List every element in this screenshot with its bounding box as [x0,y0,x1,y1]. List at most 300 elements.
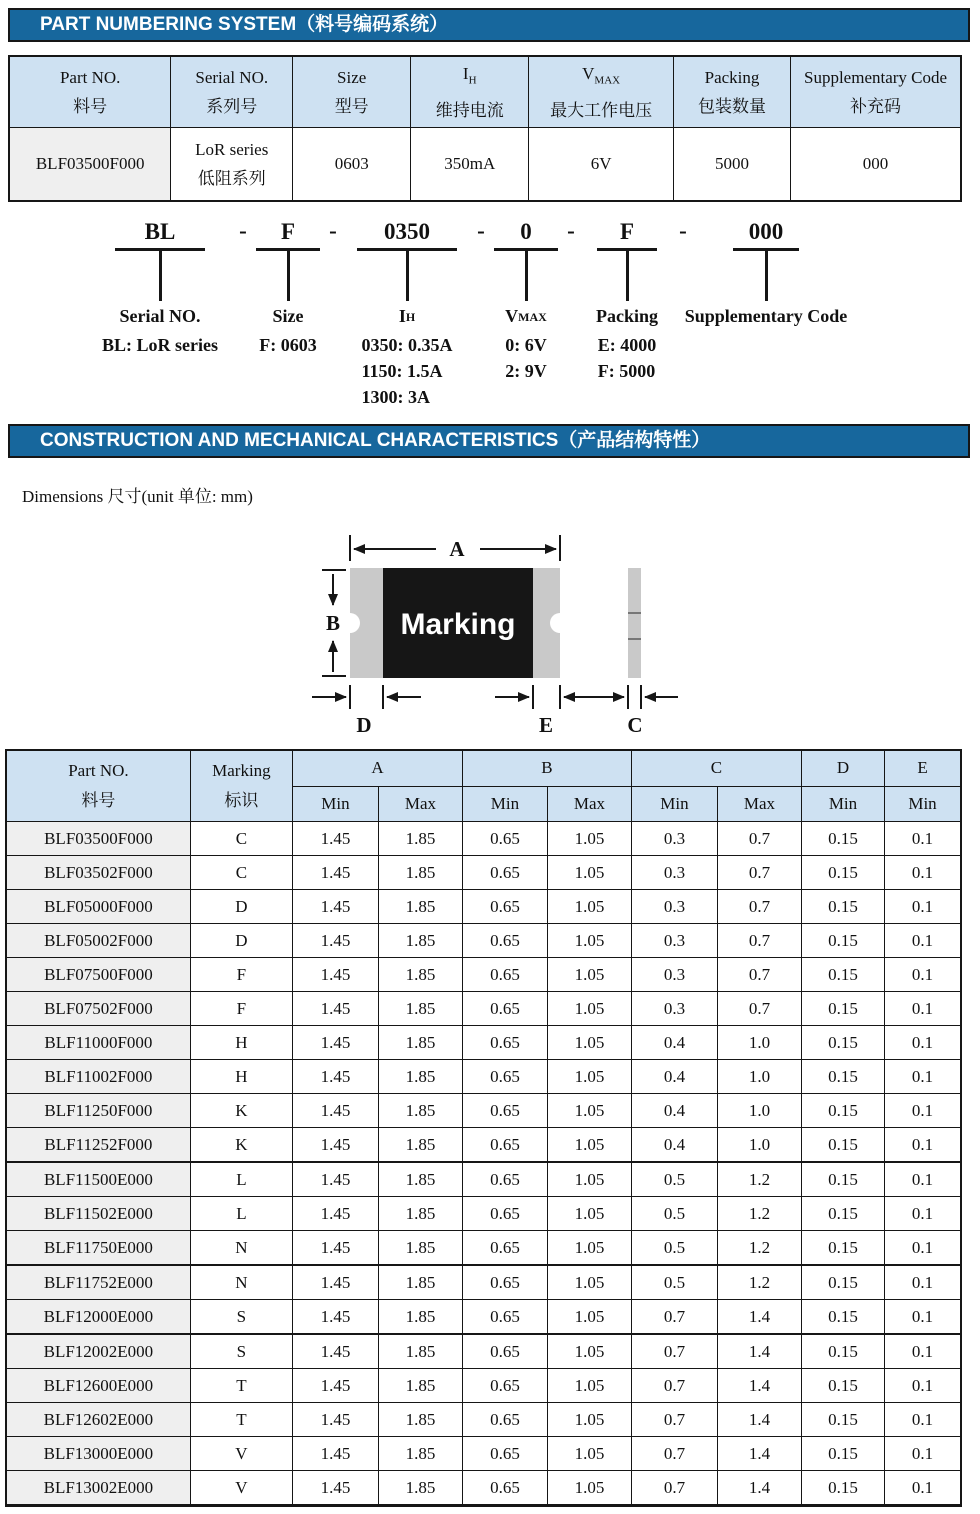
dimension-value-cell: 1.05 [547,1471,631,1506]
col-e-min: Min [885,786,961,822]
dimension-value-cell: 0.1 [885,1060,961,1094]
dimension-value-cell: 1.85 [378,1026,462,1060]
dimension-value-cell: 0.3 [631,856,717,890]
vmax-cell: 6V [529,128,674,202]
dimension-value-cell: 1.45 [293,1471,379,1506]
dimension-value-cell: 1.85 [378,1403,462,1437]
dimension-value-cell: 0.1 [885,1026,961,1060]
code-label: V [505,306,519,326]
dimension-value-cell: 0.1 [885,1265,961,1300]
code-note: 0: 6V [505,335,547,355]
dimension-row [6,1162,961,1197]
dimension-row [6,1471,961,1506]
dimension-value-cell: 1.4 [717,1334,801,1369]
dimensions-unit-note: Dimensions 尺寸(unit 单位: mm) [22,487,253,506]
dimension-value-cell: 0.7 [631,1300,717,1335]
col-d-min: Min [801,786,884,822]
dimension-value-cell: 0.15 [801,1060,884,1094]
callout-line [115,248,205,301]
dimension-value-cell: 1.05 [547,1231,631,1266]
dimension-value-cell: 1.05 [547,958,631,992]
dimension-value-cell: 0.15 [801,1162,884,1197]
part-no-cell: BLF12000E000 [6,1300,190,1335]
dimension-value-cell: 1.45 [293,890,379,924]
part-no-cell: BLF11252F000 [6,1128,190,1163]
dimension-value-cell: 0.3 [631,890,717,924]
hold-current-cell: 350mA [411,128,529,202]
dimension-value-cell: 0.65 [462,1334,547,1369]
col-size: Size 型号 [293,56,411,128]
dimension-value-cell: 1.05 [547,1162,631,1197]
dimension-value-cell: D [190,890,292,924]
dimension-value-cell: 1.45 [293,1334,379,1369]
dim-header-row-1 [6,750,961,786]
code-note: 1150: 1.5A [361,361,443,381]
dimension-value-cell: N [190,1265,292,1300]
dimension-value-cell: T [190,1403,292,1437]
package-drawing-svg [300,513,700,741]
dimension-value-cell: 1.45 [293,1094,379,1128]
dimension-value-cell: K [190,1128,292,1163]
dimension-value-cell: F [190,992,292,1026]
dimension-value-cell: 0.1 [885,992,961,1026]
code-note: 1300: 3A [361,387,430,407]
dimension-value-cell: 0.65 [462,1231,547,1266]
part-no-cell: BLF05002F000 [6,924,190,958]
dimension-value-cell: H [190,1060,292,1094]
dimension-value-cell: L [190,1162,292,1197]
dimension-value-cell: 0.1 [885,1437,961,1471]
dim-d-label: D [356,713,372,737]
dimension-value-cell: 0.1 [885,1094,961,1128]
dimension-value-cell: N [190,1231,292,1266]
dimension-value-cell: S [190,1300,292,1335]
dimension-value-cell: 0.1 [885,1334,961,1369]
dimension-value-cell: 0.15 [801,958,884,992]
code-note: E: 4000 [597,335,657,355]
dimension-value-cell: 0.4 [631,1094,717,1128]
dimension-value-cell: 1.05 [547,992,631,1026]
dimension-value-cell: 0.15 [801,1403,884,1437]
callout-line [597,248,657,301]
component-side-view [628,568,641,678]
dimension-value-cell: 1.45 [293,1162,379,1197]
dimension-value-cell: C [190,856,292,890]
part-no-cell: BLF03502F000 [6,856,190,890]
dimension-value-cell: 1.45 [293,1300,379,1335]
code-label: Supplementary Code [684,306,848,326]
dimension-value-cell: 0.15 [801,890,884,924]
dimension-value-cell: 1.45 [293,958,379,992]
dimension-value-cell: 1.45 [293,856,379,890]
dimension-value-cell: 0.4 [631,1060,717,1094]
part-no-cell: BLF13002E000 [6,1471,190,1506]
col-hold-current: $I_H$ 维持电流 [411,56,529,128]
dimension-value-cell: 1.4 [717,1403,801,1437]
pn-data-row [9,128,961,202]
dimension-value-cell: 0.65 [462,1369,547,1403]
dimension-value-cell: 1.05 [547,890,631,924]
dimension-value-cell: V [190,1437,292,1471]
dimension-row [6,1094,961,1128]
dimension-value-cell: 1.05 [547,856,631,890]
col-a-min: Min [293,786,379,822]
dimension-value-cell: 0.1 [885,856,961,890]
part-no-cell: BLF07500F000 [6,958,190,992]
dimension-row [6,1437,961,1471]
dimension-value-cell: 1.85 [378,958,462,992]
code-separator: - [239,218,247,243]
code-value: F [619,219,635,244]
dimension-value-cell: 1.0 [717,1128,801,1163]
code-note: 2: 9V [505,361,547,381]
section-title: PART NUMBERING SYSTEM（料号编码系统） [40,14,449,35]
dimension-value-cell: 1.45 [293,924,379,958]
dimension-value-cell: 1.2 [717,1231,801,1266]
part-no-cell: BLF11500E000 [6,1162,190,1197]
dimension-value-cell: 0.5 [631,1197,717,1231]
dimension-value-cell: 0.15 [801,856,884,890]
dimension-value-cell: 0.7 [717,856,801,890]
dimension-value-cell: 1.85 [378,1231,462,1266]
col-serial-no: Serial NO. 系列号 [171,56,293,128]
dimension-value-cell: 0.65 [462,1162,547,1197]
dimension-value-cell: 0.15 [801,1026,884,1060]
code-value: BL [144,219,176,244]
dimension-value-cell: 0.7 [717,822,801,856]
dimension-value-cell: 1.05 [547,1094,631,1128]
dimension-value-cell: 1.45 [293,1369,379,1403]
dimension-value-cell: 0.65 [462,822,547,856]
dimension-value-cell: 0.15 [801,1471,884,1506]
dimension-value-cell: 0.65 [462,856,547,890]
code-value: 000 [748,219,784,244]
dimension-row [6,1026,961,1060]
dim-a-label: A [449,537,465,561]
dimension-row [6,1197,961,1231]
size-cell: 0603 [293,128,411,202]
section-header-construction [8,424,970,458]
dimension-value-cell: 0.15 [801,924,884,958]
col-e: E [885,750,961,786]
code-value: 0350 [384,219,430,244]
code-segment-size [251,216,325,358]
dimension-row [6,1060,961,1094]
dimension-value-cell: H [190,1026,292,1060]
dimension-value-cell: 1.85 [378,1300,462,1335]
dimension-value-cell: 0.15 [801,1094,884,1128]
part-no-cell: BLF12600E000 [6,1369,190,1403]
dimension-value-cell: 0.65 [462,992,547,1026]
dimension-value-cell: 1.85 [378,856,462,890]
code-label: Size [272,306,304,326]
dimension-value-cell: 0.15 [801,1334,884,1369]
code-note: BL: LoR series [102,335,218,355]
dimension-row [6,924,961,958]
dimension-value-cell: 1.85 [378,890,462,924]
callout-line [256,248,320,301]
dimension-value-cell: 1.45 [293,1026,379,1060]
dimension-value-cell: 0.1 [885,1300,961,1335]
code-label: Serial NO. [119,306,201,326]
part-no-cell: BLF11002F000 [6,1060,190,1094]
dimension-value-cell: 1.0 [717,1060,801,1094]
dimension-value-cell: 0.65 [462,1197,547,1231]
dimension-value-cell: 0.7 [631,1403,717,1437]
dimension-row [6,822,961,856]
part-no-cell: BLF07502F000 [6,992,190,1026]
part-no-cell: BLF11250F000 [6,1094,190,1128]
dimension-value-cell: 1.05 [547,822,631,856]
dimension-value-cell: 0.1 [885,822,961,856]
dimension-value-cell: 0.5 [631,1162,717,1197]
dimension-value-cell: 1.2 [717,1162,801,1197]
col-b-max: Max [547,786,631,822]
col-part-no: Part NO. 料号 [9,56,171,128]
dimension-value-cell: 1.85 [378,1265,462,1300]
callout-line [357,248,457,301]
dimension-value-cell: 1.45 [293,992,379,1026]
col-c-min: Min [631,786,717,822]
right-notch [550,613,570,633]
dimension-value-cell: 0.1 [885,1197,961,1231]
dimension-value-cell: 0.3 [631,822,717,856]
col-a-max: Max [378,786,462,822]
col-b: B [462,750,631,786]
dimension-value-cell: 0.1 [885,1403,961,1437]
packing-cell: 5000 [673,128,790,202]
code-note: F: 5000 [597,361,656,381]
dimension-value-cell: 1.45 [293,1197,379,1231]
dimension-value-cell: 1.05 [547,1060,631,1094]
dimension-value-cell: 1.85 [378,992,462,1026]
dimension-row [6,992,961,1026]
code-segment-packing [579,216,675,384]
dimension-value-cell: 0.65 [462,1128,547,1163]
dimension-value-cell: 0.7 [717,958,801,992]
code-separator: - [329,218,337,243]
dimension-value-cell: S [190,1334,292,1369]
code-note: 0350: 0.35A [361,335,453,355]
dimension-value-cell: 0.5 [631,1265,717,1300]
dimension-value-cell: 1.05 [547,924,631,958]
dimension-value-cell: 0.7 [717,890,801,924]
col-c-max: Max [717,786,801,822]
dim-e-label: E [538,713,554,737]
dimension-value-cell: 1.85 [378,1334,462,1369]
callout-line [494,248,558,301]
marking-label: Marking [400,608,516,641]
dimension-value-cell: 0.15 [801,1197,884,1231]
dimension-value-cell: F [190,958,292,992]
dimension-value-cell: 1.05 [547,1403,631,1437]
dimension-value-cell: 1.4 [717,1300,801,1335]
dimension-value-cell: D [190,924,292,958]
dimension-value-cell: 1.45 [293,1437,379,1471]
col-d: D [801,750,884,786]
dimension-value-cell: 1.85 [378,1162,462,1197]
dimension-value-cell: 1.45 [293,1403,379,1437]
pn-header-row [9,56,961,128]
section-title: CONSTRUCTION AND MECHANICAL CHARACTERISTICS（产品结构特性） [40,430,711,451]
dimension-value-cell: 1.85 [378,924,462,958]
code-separator: - [477,218,485,243]
code-separator: - [679,218,687,243]
dimension-value-cell: 1.85 [378,1128,462,1163]
col-c: C [631,750,801,786]
dimension-row [6,1128,961,1163]
code-segment-hold-current: 0350 I H 0350: 0.35A 1150: 1.5A 1300: 3A [341,216,473,410]
code-segment-serial [85,216,235,358]
dimension-row [6,1231,961,1266]
part-no-cell: BLF11750E000 [6,1231,190,1266]
dimension-value-cell: 1.85 [378,1197,462,1231]
dimension-value-cell: 1.85 [378,1060,462,1094]
part-no-cell: BLF03500F000 [9,128,171,202]
part-no-cell: BLF13000E000 [6,1437,190,1471]
dimension-row [6,1265,961,1300]
dimension-row [6,958,961,992]
dimension-value-cell: 0.15 [801,1231,884,1266]
dim-b-label: B [325,611,341,635]
col-part-no: Part NO. 料号 [6,750,190,822]
dimension-value-cell: 1.05 [547,1334,631,1369]
dimension-value-cell: 1.45 [293,1128,379,1163]
dimension-row [6,1334,961,1369]
code-segment-vmax: 0 V MAX 0: 6V 2: 9V [489,216,563,384]
dimension-value-cell: 0.1 [885,1128,961,1163]
dimension-value-cell: 0.3 [631,924,717,958]
dimension-value-cell: 1.05 [547,1265,631,1300]
dimension-value-cell: L [190,1197,292,1231]
dimensions-table-body [6,822,961,1506]
dimension-value-cell: K [190,1094,292,1128]
dimension-value-cell: 0.1 [885,924,961,958]
dimension-value-cell: 1.45 [293,1265,379,1300]
col-supplementary-code: Supplementary Code 补充码 [791,56,961,128]
dimension-value-cell: 0.15 [801,1369,884,1403]
part-no-cell: BLF05000F000 [6,890,190,924]
dimension-value-cell: 0.65 [462,924,547,958]
dimension-value-cell: 1.0 [717,1026,801,1060]
dimension-value-cell: 0.7 [717,992,801,1026]
dimension-value-cell: 0.15 [801,1437,884,1471]
dimension-row [6,856,961,890]
dimension-value-cell: 0.65 [462,1437,547,1471]
dimension-value-cell: T [190,1369,292,1403]
dimension-value-cell: 1.45 [293,822,379,856]
dimensions-table [5,749,962,1507]
dimension-value-cell: C [190,822,292,856]
dimension-value-cell: 1.2 [717,1265,801,1300]
dimension-value-cell: 1.4 [717,1369,801,1403]
part-number-code-diagram [85,216,980,416]
code-label: Packing [595,306,658,326]
dimension-value-cell: 1.0 [717,1094,801,1128]
code-value: F [280,219,296,244]
part-no-cell: BLF12602E000 [6,1403,190,1437]
dimension-value-cell: 0.65 [462,1471,547,1506]
dimension-value-cell: V [190,1471,292,1506]
dimension-value-cell: 0.3 [631,992,717,1026]
dimension-value-cell: 0.15 [801,1265,884,1300]
dimension-value-cell: 0.65 [462,1403,547,1437]
dimension-value-cell: 0.65 [462,890,547,924]
dimension-value-cell: 0.65 [462,1265,547,1300]
col-a: A [293,750,463,786]
dimension-value-cell: 0.7 [631,1437,717,1471]
dimension-value-cell: 0.1 [885,1231,961,1266]
dimension-value-cell: 1.05 [547,1437,631,1471]
code-segment-supplementary [684,216,848,328]
dimension-value-cell: 1.85 [378,1369,462,1403]
dimension-value-cell: 1.45 [293,1231,379,1266]
dimension-value-cell: 1.85 [378,1437,462,1471]
dimension-value-cell: 0.7 [631,1471,717,1506]
dimension-value-cell: 1.4 [717,1437,801,1471]
dimension-row [6,1300,961,1335]
dimension-value-cell: 1.45 [293,1060,379,1094]
part-no-cell: BLF03500F000 [6,822,190,856]
dimension-value-cell: 0.4 [631,1128,717,1163]
code-note: F: 0603 [259,335,317,355]
left-notch [340,613,360,633]
dimension-row [6,1369,961,1403]
dimension-value-cell: 0.5 [631,1231,717,1266]
dimension-value-cell: 0.1 [885,890,961,924]
dimension-value-cell: 0.15 [801,992,884,1026]
dimension-value-cell: 0.7 [717,924,801,958]
dimension-value-cell: 0.1 [885,958,961,992]
dimension-value-cell: 0.65 [462,1060,547,1094]
part-no-cell: BLF11752E000 [6,1265,190,1300]
code-separator: - [567,218,575,243]
dimension-value-cell: 1.2 [717,1197,801,1231]
dim-c-label: C [627,713,643,737]
dimension-value-cell: 0.1 [885,1162,961,1197]
dimension-value-cell: 0.15 [801,822,884,856]
dimension-value-cell: 0.65 [462,1300,547,1335]
part-no-cell: BLF11000F000 [6,1026,190,1060]
section-header-part-numbering [8,8,970,42]
col-vmax: $V_{MAX}$ 最大工作电压 [529,56,674,128]
col-b-min: Min [462,786,547,822]
col-packing: Packing 包装数量 [673,56,790,128]
dimension-value-cell: 0.7 [631,1369,717,1403]
dimension-value-cell: 0.15 [801,1128,884,1163]
dimension-value-cell: 1.05 [547,1197,631,1231]
dimension-value-cell: 1.4 [717,1471,801,1506]
dimension-value-cell: 0.1 [885,1471,961,1506]
dimension-value-cell: 0.4 [631,1026,717,1060]
code-value: 0 [520,219,532,244]
part-numbering-table [8,55,962,202]
dimension-value-cell: 1.85 [378,1094,462,1128]
dimension-value-cell: 0.1 [885,1369,961,1403]
serial-cell: LoR series 低阻系列 [171,128,293,202]
part-no-cell: BLF12002E000 [6,1334,190,1369]
dimension-value-cell: 0.3 [631,958,717,992]
code-label: I [398,306,406,326]
dimension-value-cell: 0.65 [462,958,547,992]
dimension-value-cell: 0.65 [462,1094,547,1128]
dimension-value-cell: 0.65 [462,1026,547,1060]
dimension-row [6,890,961,924]
dimension-row [6,1403,961,1437]
dimension-value-cell: 1.85 [378,822,462,856]
dimension-value-cell: 1.05 [547,1369,631,1403]
supplementary-code-cell: 000 [791,128,961,202]
